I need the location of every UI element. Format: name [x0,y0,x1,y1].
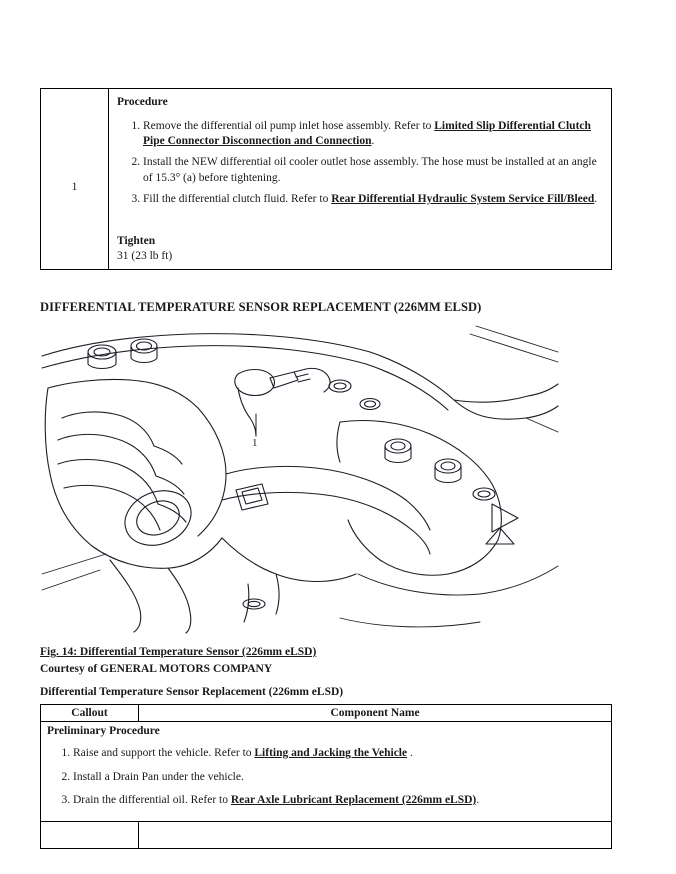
figure-caption [40,644,316,677]
list-item: 1. Remove the differential oil pump inlet hose assembly. Refer to Limited Slip Differential Clutch Pipe Connector Disconnection and Connection. [143,119,603,151]
cross-reference-link[interactable]: Rear Differential Hydraulic System Service Fill/Bleed [331,192,595,205]
table-row [41,821,611,848]
tighten-value: 31 (23 lb ft) [117,250,173,263]
procedure-step-list [117,119,603,208]
cross-reference-link[interactable]: Limited Slip Differential Clutch Pipe Connector Disconnection and Connection [143,119,591,148]
tighten-label: Tighten [117,234,156,247]
callout-column [41,89,109,269]
preliminary-procedure-body [41,746,611,821]
list-item: 1. Raise and support the vehicle. Refer to Lifting and Jacking the Vehicle . [73,746,605,762]
list-item: 3. Drain the differential oil. Refer to Rear Axle Lubricant Replacement (226mm eLSD). [73,793,605,809]
callout-number: 1 [71,181,78,193]
procedure-table-bottom [40,704,612,849]
figure-caption-line2: Courtesy of GENERAL MOTORS COMPANY [40,662,273,675]
list-item: 2. Install the NEW differential oil cooler outlet hose assembly. The hose must be installed at an angle of 15.3° (a) before tightening. [143,155,603,187]
figure-differential-temperature-sensor [40,322,560,634]
column-header-callout: Callout [41,705,139,721]
figure-caption-line1[interactable]: Fig. 14: Differential Temperature Sensor (226mm eLSD) [40,646,317,658]
callout-cell [41,822,139,848]
table-header-row [41,705,611,722]
section-title: DIFFERENTIAL TEMPERATURE SENSOR REPLACEMENT (226MM ELSD) [40,300,482,314]
figure-callout-1: 1 [252,437,258,449]
preliminary-step-list [47,746,605,809]
procedure-heading: Procedure [117,96,168,108]
cross-reference-link[interactable]: Rear Axle Lubricant Replacement (226mm eLSD) [230,794,477,807]
tighten-block [117,234,603,265]
differential-assembly-line-drawing [40,322,560,634]
list-item: 2. Install a Drain Pan under the vehicle. [73,770,605,786]
preliminary-procedure-heading: Preliminary Procedure [47,725,160,737]
component-name-cell [139,822,611,848]
column-header-component-name: Component Name [330,707,420,719]
procedure-table-top [40,88,612,270]
list-item: 3. Fill the differential clutch fluid. Refer to Rear Differential Hydraulic System Service Fill/Bleed. [143,192,603,208]
cross-reference-link[interactable]: Lifting and Jacking the Vehicle [254,747,408,759]
component-name-column [109,89,611,269]
lower-table-title: Differential Temperature Sensor Replacement (226mm eLSD) [40,686,344,698]
